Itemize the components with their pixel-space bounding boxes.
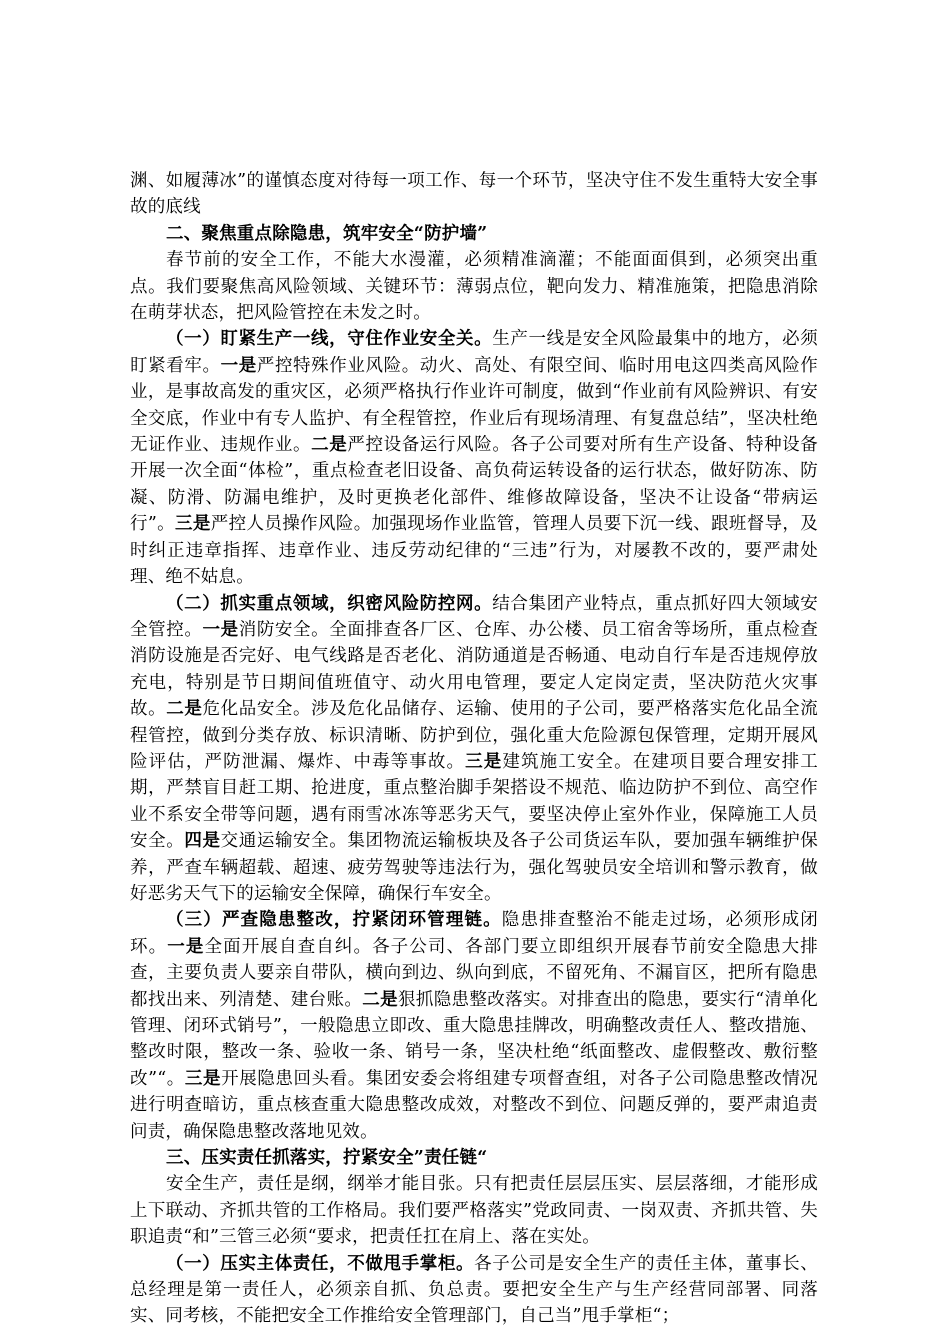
text-run: 开展隐患回头看。集团安委会将组建专项督查组，对各子公司隐患整改情况进行明查暗访，重点核查重大隐患整改成效，对整改不到位、问题反弹的，要严肃追责问责，确保隐患整改落地见效。	[130, 1068, 818, 1142]
text-run: 结合集团产业特点，重点抓好四大领域安全管控。	[130, 593, 818, 640]
text-run: 狠抓隐患整改落实。对排查出的隐患，要实行“清单化管理、闭环式销号”，一般隐患立即改、重大隐患挂牌改，明确整改责任人、整改措施、整改时限，整改一条、验收一条、销号一条，坚决杜绝“纸面整改、虚假整改、敷衍整改”“。	[130, 989, 818, 1089]
item-marker: 一是	[167, 936, 205, 957]
paragraph-section-2-intro: 春节前的安全工作，不能大水漫灌，必须精准滴灌；不能面面俱到，必须突出重点。我们要聚焦高风险领域、关键环节：薄弱点位，靶向发力、精准施策，把隐患消除在萌芽状态，把风险管控在未发之时。	[130, 250, 818, 324]
section-heading-3: 三、压实责任抓落实，拧紧安全”责任链“	[166, 1148, 488, 1169]
text-run: 全面开展自查自纠。各子公司、各部门要立即组织开展春节前安全隐患大排查，主要负责人要亲自带队，横向到边、纵向到底，不留死角、不漏盲区，把所有隐患都找出来、列清楚、建台账。	[130, 936, 819, 1010]
text-run: 严控人员操作风险。加强现场作业监管，管理人员要下沉一线、跟班督导，及时纠正违章指挥、违章作业、违反劳动纪律的“三违”行为，对屡教不改的，要严肃处理、绝不姑息。	[130, 514, 818, 588]
item-marker: 四是	[184, 831, 221, 852]
subsection-title: （二）抓实重点领域，织密风险防控网。	[166, 593, 493, 614]
section-heading-2: 二、聚焦重点除隐患，筑牢安全“防护墙”	[166, 223, 488, 244]
text-run: 消防安全。全面排查各厂区、仓库、办公楼、员工宿舍等场所，重点检查消防设施是否完好、电气线路是否老化、消防通道是否畅通、电动自行车是否违规停放充电，特别是节日期间值班值守、动火用电管理，要定人定岗定责，坚决防范火灾事故。	[130, 619, 818, 720]
paragraph-subsection-2-3	[130, 907, 818, 1145]
text-run: 建筑施工安全。在建项目要合理安排工期，严禁盲目赶工期、抢进度，重点整治脚手架搭设不规范、临边防护不到位、高空作业不系安全带等问题，遇有雨雪冰冻等恶劣天气，要坚决停止室外作业，保障施工人员安全。	[130, 751, 818, 852]
text-run: 各子公司是安全生产的责任主体，董事长、总经理是第一责任人，必须亲自抓、负总责。要把安全生产与生产经营同部署、同落实、同考核，不能把安全工作推给安全管理部门，自己当”甩手掌柜“；	[130, 1253, 818, 1327]
text-run: 生产一线是安全风险最集中的地方，必须盯紧看牢。	[130, 329, 818, 376]
item-marker: 三是	[184, 1068, 222, 1089]
paragraph-subsection-2-1	[130, 326, 818, 590]
item-marker: 二是	[166, 699, 203, 720]
item-marker: 三是	[465, 751, 503, 772]
subsection-title: （一）压实主体责任，不做甩手掌柜。	[166, 1253, 475, 1274]
text-run: 危化品安全。涉及危化品储存、运输、使用的子公司，要严格落实危化品全流程管控，做到分类存放、标识清晰、防护到位，强化重大危险源包保管理，定期开展风险评估，严防泄漏、爆炸、中毒等事故。	[130, 699, 818, 772]
text-run: 交通运输安全。集团物流运输板块及各子公司货运车队，要加强车辆维护保养，严查车辆超载、超速、疲劳驾驶等违法行为，强化驾驶员安全培训和警示教育，做好恶劣天气下的运输安全保障，确保行车安全。	[130, 831, 818, 904]
paragraph-subsection-3-1	[130, 1251, 818, 1330]
text-run: 严控设备运行风险。各子公司要对所有生产设备、特种设备开展一次全面“体检”，重点检查老旧设备、高负荷运转设备的运行状态，做好防冻、防凝、防滑、防漏电维护，及时更换老化部件、维修故障设备，坚决不让设备“带病运行”。	[130, 435, 819, 535]
document-body	[130, 168, 818, 1330]
paragraph-section-3-intro: 安全生产，责任是纲，纲举才能目张。只有把责任层层压实、层层落细，才能形成上下联动、齐抓共管的工作格局。我们要严格落实”党政同责、一岗双责、齐抓共管、失职追责“和”三管三必须“要求，把责任扛在肩上、落在实处。	[130, 1174, 818, 1248]
paragraph-subsection-2-2	[130, 591, 818, 908]
item-marker: 三是	[175, 514, 211, 535]
item-marker: 一是	[220, 355, 257, 376]
item-marker: 二是	[362, 989, 398, 1010]
paragraph-continuation: 渊、如履薄冰”的谨慎态度对待每一项工作、每一个环节，坚决守住不发生重特大安全事故的底线	[130, 171, 818, 218]
item-marker: 二是	[311, 435, 348, 456]
subsection-title: （三）严查隐患整改，拧紧闭环管理链。	[166, 910, 502, 931]
text-run: 严控特殊作业风险。动火、高处、有限空间、临时用电这四类高风险作业，是事故高发的重灾区，必须严格执行作业许可制度，做到“作业前有风险辨识、有安全交底，作业中有专人监护、有全程管控，作业后有现场清理、有复盘总结”，坚决杜绝无证作业、违规作业。	[130, 355, 819, 456]
text-run: 隐患排查整治不能走过场，必须形成闭环。	[130, 910, 818, 957]
item-marker: 一是	[202, 619, 239, 640]
subsection-title: （一）盯紧生产一线，守住作业安全关。	[166, 329, 493, 350]
